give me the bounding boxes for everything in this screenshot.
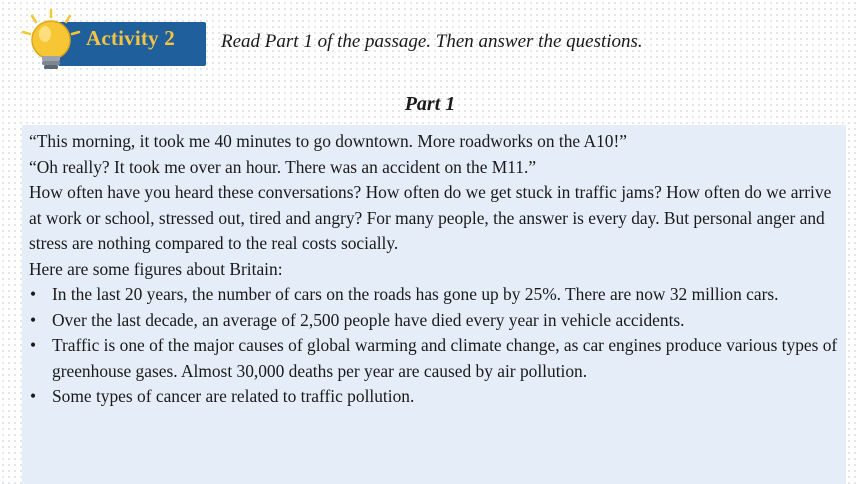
- list-item: [29, 384, 842, 410]
- passage-line: Here are some figures about Britain:: [29, 258, 283, 279]
- list-item-text: Traffic is one of the major causes of global warming and climate change, as car engines produce various types of greenhouse gases. Almost 30,000 deaths per year are caused by air pollution.: [52, 335, 838, 381]
- bullet-marker: •: [30, 386, 37, 406]
- passage-line: “Oh really? It took me over an hour. There was an accident on the M11.”: [29, 156, 537, 177]
- bullet-marker: •: [30, 309, 37, 330]
- passage-paragraph: How often have you heard these conversations? How often do we get stuck in traffic jams? How often do we arrive at work or school, stressed out, tired and angry? For many people, the answer is every day. But personal anger and stress are nothing compared to the real costs socially.: [29, 182, 832, 253]
- passage-line: “This morning, it took me 40 minutes to go downtown. More roadworks on the A10!”: [29, 131, 627, 151]
- list-item: [29, 282, 842, 308]
- bullet-marker: •: [30, 335, 37, 355]
- header: [0, 0, 860, 82]
- list-item-text: Over the last decade, an average of 2,500 people have died every year in vehicle accidents.: [52, 309, 685, 330]
- list-item-text: Some types of cancer are related to traffic pollution.: [52, 386, 415, 406]
- list-item: [29, 333, 842, 384]
- lightbulb-icon: [18, 6, 88, 76]
- passage-box: [22, 125, 846, 484]
- part-title: Part 1: [404, 93, 456, 115]
- list-item: [29, 308, 842, 334]
- instruction-text: Read Part 1 of the passage. Then answer the questions.: [221, 31, 643, 52]
- list-item-text: In the last 20 years, the number of cars on the roads has gone up by 25%. There are now 32 million cars.: [52, 284, 779, 304]
- activity-label: Activity 2: [86, 26, 175, 50]
- bullet-marker: •: [30, 284, 37, 304]
- figures-list: [29, 282, 842, 410]
